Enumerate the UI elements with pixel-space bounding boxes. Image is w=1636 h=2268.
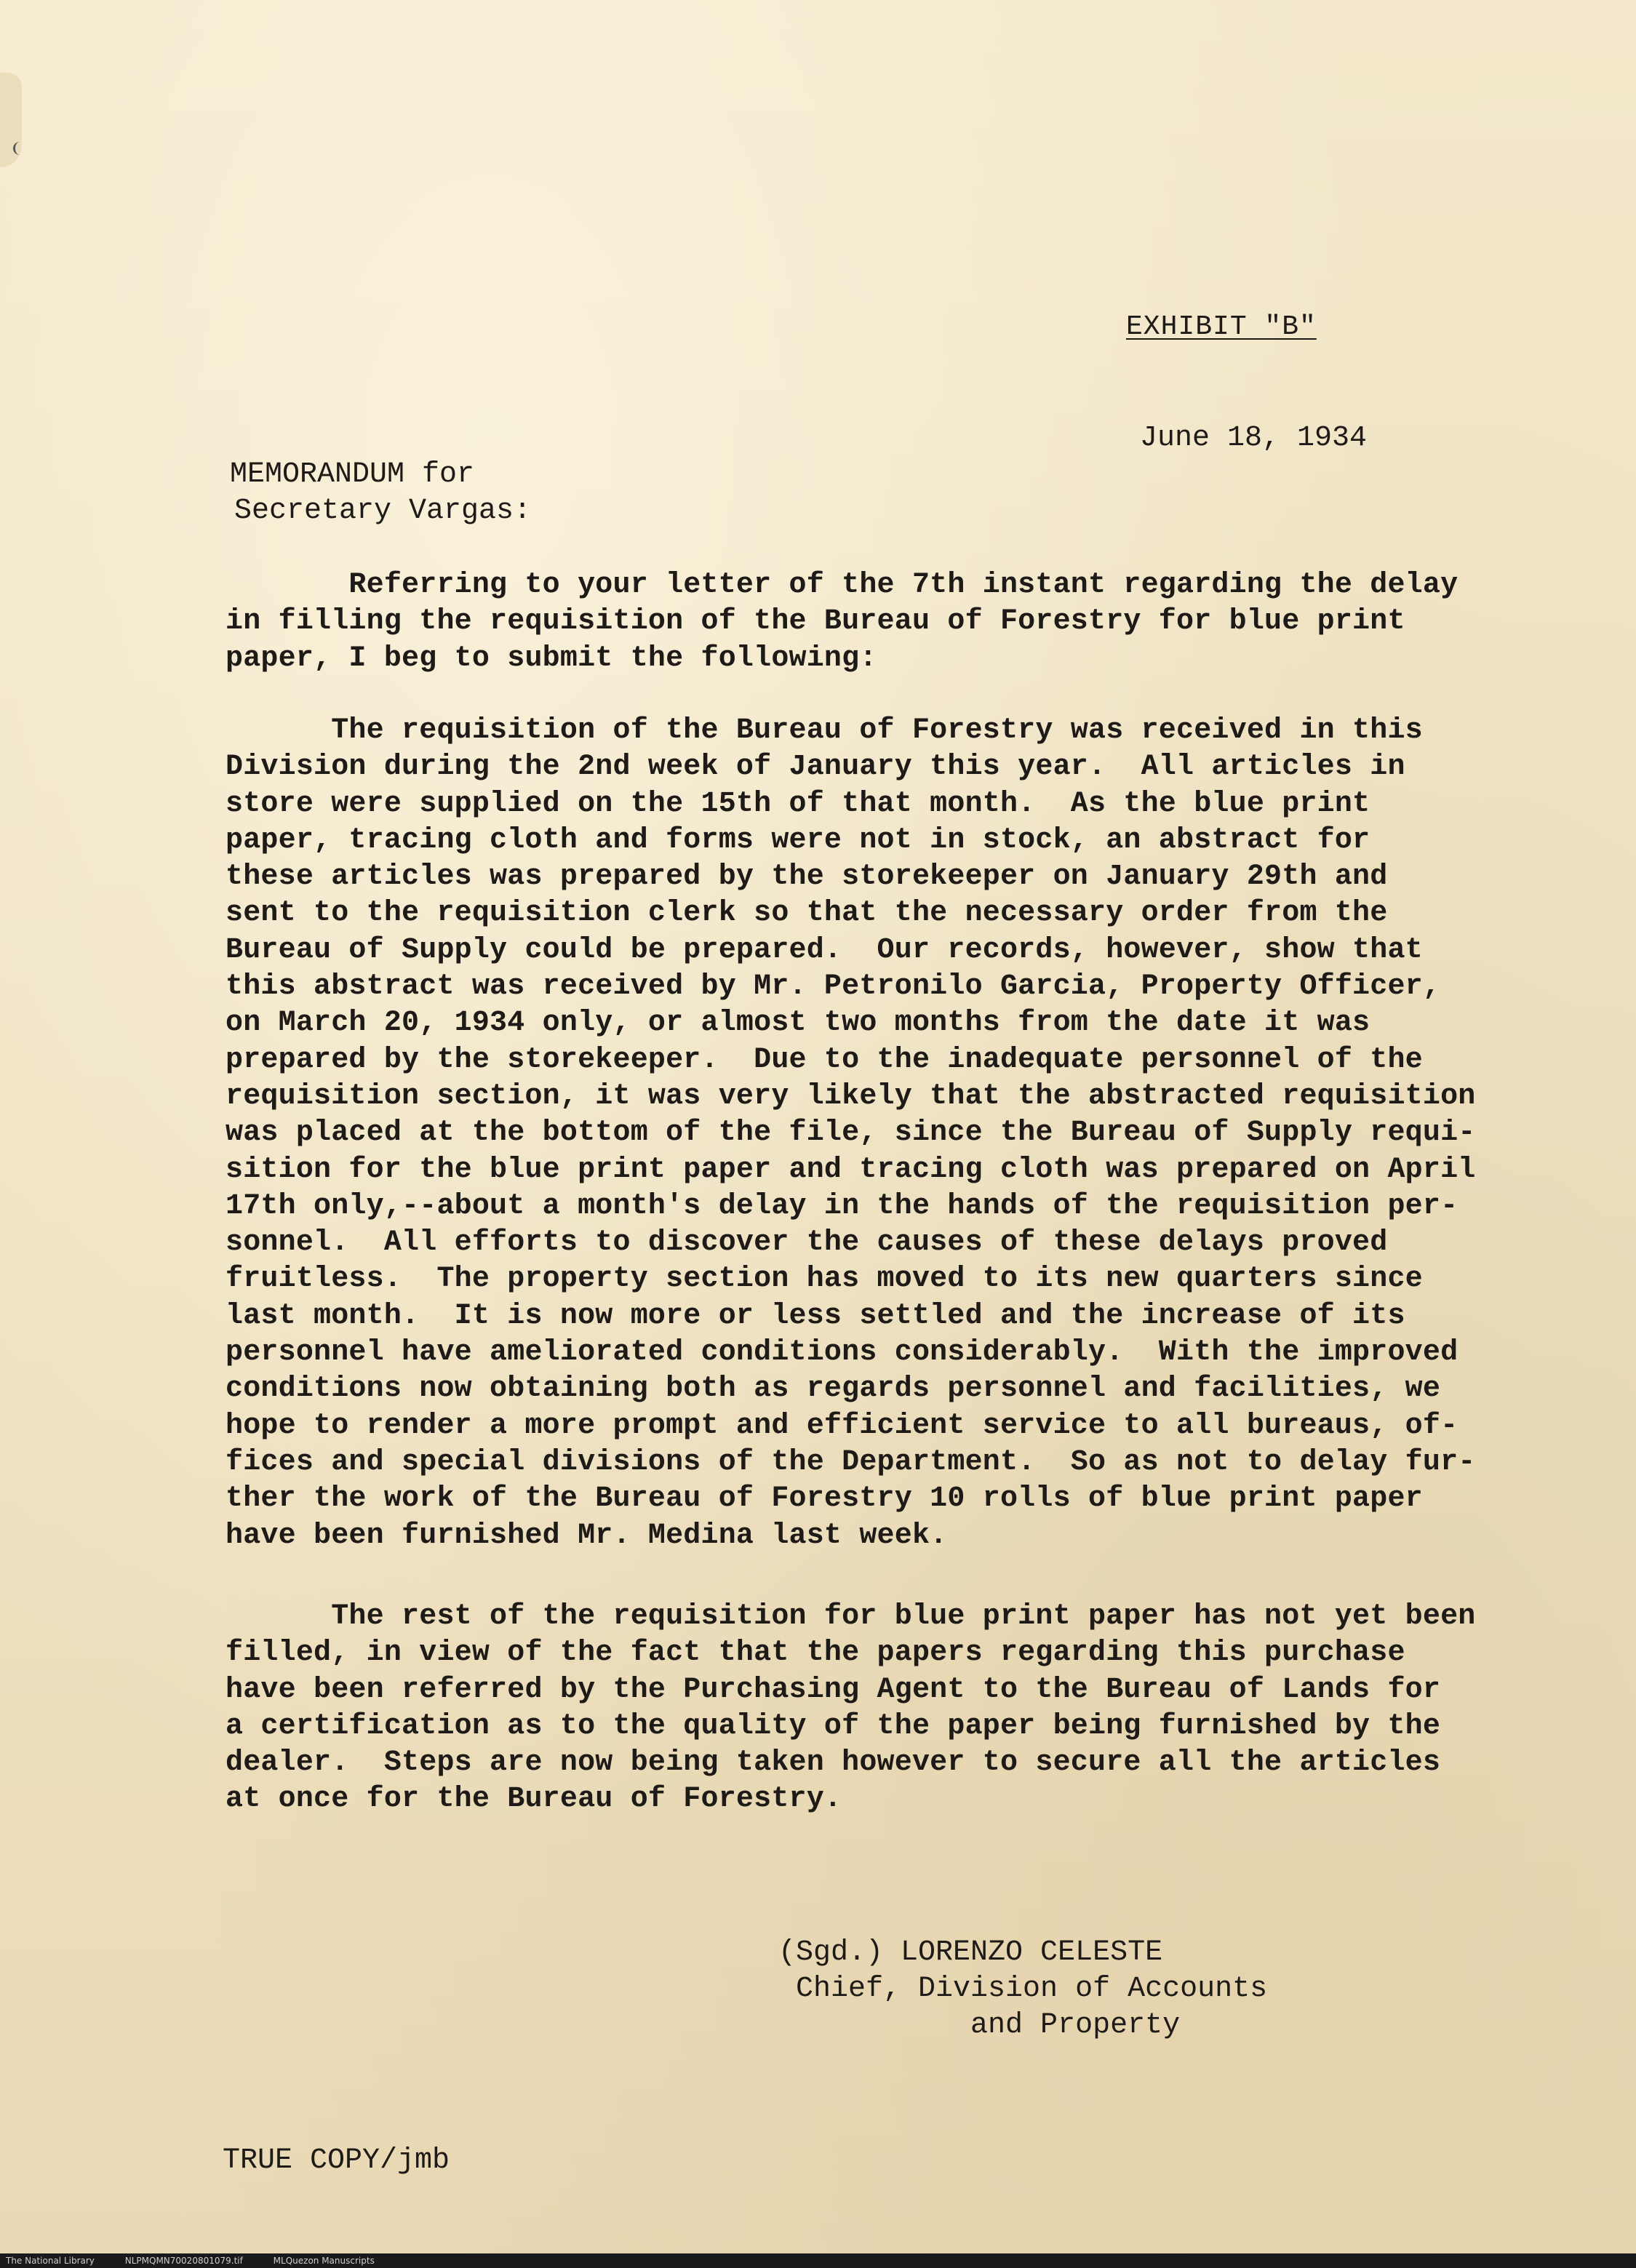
memo-heading: MEMORANDUM for: [230, 458, 475, 491]
exhibit-label: EXHIBIT "B": [1126, 311, 1317, 343]
addressee-name: Secretary Vargas:: [234, 495, 532, 527]
body-paragraph-2: The requisition of the Bureau of Forestry was received in this Division during the 2nd week of January this year. All articles in store were supplied on the 15th of that month. As the blue print paper, tracing cloth and forms were not in stock, an abstract for these articles was prepared by the storekeeper on January 29th and sent to the requisition clerk so that the necessary order from the Bureau of Supply could be prepared. Our records, however, show that this abstract was received by Mr. Petronilo Garcia, Property Officer, on March 20, 1934 only, or almost two months from the date it was prepared by the storekeeper. Due to the inadequate personnel of the requisition section, it was very likely that the abstracted requisition was placed at the bottom of the file, since the Bureau of Supply requi- sition for the blue print paper and tracing cloth was prepared on April 17th only,--about a month's delay in the hands of the requisition per- sonnel. All efforts to discover the causes of these delays proved fruitless. The property section has moved to its new quarters since last month. It is now more or less settled and the increase of its personnel have ameliorated conditions considerably. With the improved conditions now obtaining both as regards personnel and facilities, we hope to render a more prompt and efficient service to all bureaus, of- fices and special divisions of the Department. So as not to delay fur- ther the work of the Bureau of Forestry 10 rolls of blue print paper have been furnished Mr. Medina last week.: [226, 714, 1476, 1552]
archive-filename: NLPMQMN70020801079.tif: [124, 2256, 243, 2266]
fold-mark: [13, 142, 23, 155]
addressee-block: [230, 457, 532, 530]
archive-library: The National Library: [6, 2256, 95, 2266]
true-copy-notation: TRUE COPY/jmb: [223, 2144, 450, 2177]
archive-footer-strip: [0, 2253, 1636, 2268]
body-paragraph-1: Referring to your letter of the 7th instant regarding the delay in filling the requisition of the Bureau of Forestry for blue print paper, I beg to submit the following:: [226, 569, 1459, 675]
memo-date: June 18, 1934: [1140, 422, 1368, 455]
body-paragraph-3: The rest of the requisition for blue print paper has not yet been filled, in view of the fact that the papers regarding this purchase have been referred by the Purchasing Agent to the Bureau of Lands for a certification as to the quality of the paper being furnished by the dealer. Steps are now being taken however to secure all the articles at once for the Bureau of Forestry.: [226, 1600, 1476, 1816]
signature-block: (Sgd.) LORENZO CELESTE Chief, Division of Accounts and Property: [778, 1936, 1268, 2042]
archive-collection: MLQuezon Manuscripts: [273, 2256, 375, 2266]
